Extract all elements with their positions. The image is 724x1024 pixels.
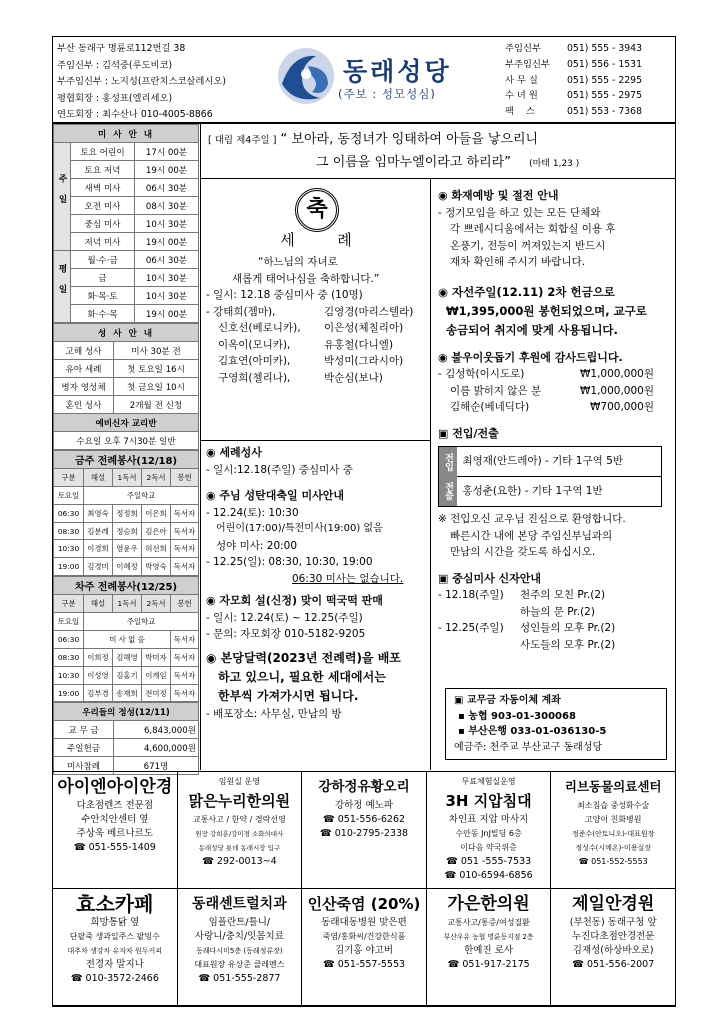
text-cell: 박영숙 bbox=[142, 558, 171, 576]
gospel-line-2: 그 이름을 임마누엘이라고 하리라” bbox=[316, 155, 511, 170]
table-row bbox=[54, 666, 199, 684]
text-cell: 김경미 bbox=[84, 558, 113, 576]
column-divider bbox=[200, 124, 201, 770]
text-cell: 정승희 bbox=[113, 522, 142, 540]
duty-head: 2독서 bbox=[142, 468, 171, 486]
text-cell: 염윤우 bbox=[113, 540, 142, 558]
contact-label: 수 녀 원 bbox=[505, 90, 538, 102]
fire-line: - 정기모임을 하고 있는 모든 단체와 bbox=[438, 206, 601, 219]
list-item bbox=[206, 320, 428, 337]
text-cell: 이다음 약국위층 bbox=[460, 843, 517, 852]
text-cell: 동래성당 롯데 동래시장 입구 bbox=[198, 844, 281, 852]
text-cell: 죽염/홍화씨/건강한식품 bbox=[322, 932, 406, 941]
offering-table bbox=[53, 702, 199, 775]
phone-text: ☎ 051 -555-7533 bbox=[445, 856, 532, 867]
contact-label: 사 무 실 bbox=[505, 74, 538, 86]
text-cell: 전미정 bbox=[142, 684, 171, 702]
text-cell: 허선희 bbox=[142, 540, 171, 558]
list-item bbox=[206, 353, 428, 370]
mass-time: 19시 00분 bbox=[135, 161, 199, 179]
pastor: 주임신부 : 김석중(루도비코) bbox=[57, 59, 173, 71]
text-cell: 강하정 예노파 bbox=[334, 800, 394, 811]
ad-box[interactable] bbox=[426, 772, 551, 889]
left-column bbox=[53, 124, 199, 775]
church-logo-icon bbox=[272, 44, 340, 108]
sacrament-time: 2개월 전 신청 bbox=[114, 396, 199, 414]
text-cell: 신호선(베로니카), bbox=[218, 322, 301, 334]
christmas-line: 성야 미사: 20:00 bbox=[216, 539, 298, 552]
bank-box bbox=[445, 688, 667, 760]
mass-name: 새벽 미사 bbox=[71, 179, 135, 197]
text-cell: ☎ 051-556-6262 bbox=[322, 814, 406, 825]
duty-head: 2독서 bbox=[142, 595, 171, 613]
text-cell: ☎ 010-2795-2338 bbox=[319, 828, 409, 839]
ad-title: 효소카페 bbox=[76, 892, 154, 916]
duty-head: 1독서 bbox=[113, 595, 142, 613]
text-cell: 구영희(첼리나), bbox=[218, 371, 291, 384]
list-item bbox=[438, 366, 674, 383]
sacrament-table bbox=[53, 323, 199, 450]
text-cell: 독서자 bbox=[171, 504, 199, 522]
donation-title: ◉ 불우이웃돕기 후원에 감사드립니다. bbox=[438, 350, 623, 364]
calendar-line: - 배포장소: 사무실, 만남의 방 bbox=[206, 707, 342, 720]
ad-title: 가은한의원 bbox=[447, 894, 530, 914]
gospel-block bbox=[208, 129, 674, 175]
prayer-title: ▣ 중심미사 신자안내 bbox=[438, 571, 542, 585]
list-item bbox=[438, 637, 674, 654]
ad-title: 아이엔아이안경 bbox=[57, 777, 173, 797]
text-cell: 06:30 bbox=[54, 630, 84, 648]
section-divider bbox=[201, 440, 430, 441]
transfer-in-text: 최영재(안드레아) - 기타 1구역 5반 bbox=[457, 447, 662, 477]
transfer-note: 만남의 시간을 갖도록 하십시오. bbox=[450, 546, 596, 558]
contact-phone: 051) 555 - 2975 bbox=[567, 90, 642, 102]
mass-time: 06시 30분 bbox=[135, 179, 199, 197]
text-cell: 이은성(체칠리아) bbox=[324, 322, 404, 334]
text-cell: 06:30 bbox=[54, 504, 84, 522]
phone-text: ☎ 010-6594-6856 bbox=[444, 870, 533, 881]
text-cell: 대추차 생강차 유자차 원두커피 bbox=[67, 947, 163, 955]
prayer-president: 연도회장 : 최수산나 010-4005-8866 bbox=[57, 109, 213, 120]
christmas-title: ◉ 주님 성탄대축일 미사안내 bbox=[206, 489, 344, 502]
charity-line: ◉ 자선주일(12.11) 2차 헌금으로 bbox=[438, 284, 615, 299]
contact-phone: 051) 556 - 1531 bbox=[567, 58, 642, 70]
text-cell: 차인표 지압 마사지 bbox=[448, 814, 529, 825]
table-row bbox=[54, 504, 199, 522]
charity-line: 송금되어 취지에 맞게 사용됩니다. bbox=[446, 322, 618, 337]
text-cell: 임플란트/틀니/ bbox=[208, 917, 271, 928]
text-cell: 누진다초점안경전문 bbox=[571, 931, 655, 942]
sunday-label: 주일 bbox=[57, 174, 67, 216]
fire-line: 온풍기, 전등이 꺼져있는지 반드시 bbox=[450, 239, 606, 252]
duty-table-next-week bbox=[53, 576, 199, 702]
duty-head: 봉헌 bbox=[171, 595, 199, 613]
mass-name: 금 bbox=[71, 269, 135, 287]
list-item bbox=[206, 337, 428, 354]
calendar-title: 한부씩 가져가시면 됩니다. bbox=[218, 688, 359, 703]
ad-box[interactable] bbox=[426, 889, 551, 1007]
offering-value: 4,600,000원 bbox=[114, 739, 199, 757]
table-row bbox=[54, 558, 199, 576]
mass-name: 화·수·목 bbox=[71, 305, 135, 323]
text-cell: 김은아 bbox=[142, 522, 171, 540]
text-cell: 천주의 모친 Pr.(2) bbox=[520, 589, 606, 601]
church-patron: (주보 : 성모성심) bbox=[338, 87, 436, 101]
mass-name: 오전 미사 bbox=[71, 197, 135, 215]
fire-line: 각 쁘레시디움에서는 회합실 이용 후 bbox=[450, 223, 616, 235]
baptism-line: 새롭게 태어나심을 축하합니다.” bbox=[232, 272, 380, 285]
header-info bbox=[57, 41, 269, 124]
sacrament-name: 병자 영성체 bbox=[54, 378, 114, 396]
mass-title: 미 사 안 내 bbox=[54, 125, 199, 143]
contact-label: 주임신부 bbox=[505, 43, 541, 54]
phone-text: ☎ 051-555-2877 bbox=[198, 973, 281, 984]
transfer-note: 빠른시간 내에 본당 주임신부님과의 bbox=[450, 529, 613, 542]
baptism-title: 세 례 bbox=[280, 231, 354, 249]
text-cell: 대표원장 유상준 클레멘스 bbox=[194, 960, 285, 969]
text-cell bbox=[438, 604, 520, 621]
phone-text: ☎ 010-3572-2466 bbox=[70, 973, 159, 984]
gospel-tag: [ 대림 제4주일 ] bbox=[208, 135, 277, 146]
text-cell: 수안치안센터 옆 bbox=[81, 814, 149, 825]
table-row bbox=[54, 630, 199, 648]
council-president: 평협회장 : 홍성표(엘리세오) bbox=[57, 92, 173, 104]
list-item bbox=[438, 399, 674, 416]
contact-label: 부주임신부 bbox=[505, 58, 550, 70]
ad-box[interactable] bbox=[551, 889, 676, 1007]
duty-title: 금주 전례봉사(12/18) bbox=[54, 451, 199, 469]
list-item bbox=[206, 304, 428, 321]
offering-title: 우리들의 정성(12/11) bbox=[54, 703, 199, 721]
table-row bbox=[54, 522, 199, 540]
transfer-table bbox=[438, 446, 662, 507]
ad-box[interactable] bbox=[302, 772, 427, 889]
list-item bbox=[438, 620, 674, 637]
gospel-line-1: “ 보아라, 동정녀가 잉태하여 아들을 낳으리니 bbox=[280, 132, 539, 147]
contact-list bbox=[505, 41, 673, 120]
text-cell: 이름 밝히지 않은 분 bbox=[450, 384, 542, 397]
charity-line: ₩1,395,000원 봉헌되었으며, 교구로 bbox=[446, 303, 647, 318]
table-row bbox=[54, 648, 199, 666]
sacrament-name: 유아 세례 bbox=[54, 360, 114, 378]
transfer-out-text: 홍성춘(요한) - 기타 1구역 1반 bbox=[462, 485, 603, 498]
offering-value: 6,843,000원 bbox=[114, 721, 199, 739]
text-cell: (부천동) 동래구청 앞 bbox=[569, 917, 657, 928]
sacrament-time: 첫 금요일 10시 bbox=[114, 378, 199, 396]
offering-label: 주일헌금 bbox=[54, 739, 114, 757]
text-cell: 이경희 bbox=[84, 540, 113, 558]
notices-middle bbox=[206, 445, 428, 722]
phone-text: ☎ 051-557-5553 bbox=[322, 959, 406, 970]
phone-text: ☎ 051-917-2175 bbox=[447, 959, 530, 970]
text-cell: ₩1,000,000원 bbox=[580, 368, 654, 380]
weekday-label: 평일 bbox=[57, 264, 67, 306]
center-divider bbox=[430, 179, 431, 770]
mass-time: 19시 00분 bbox=[135, 305, 199, 323]
ad-title: 인산죽염 (20%) bbox=[307, 895, 421, 913]
text-cell: 이계임 bbox=[142, 666, 171, 684]
text-cell: - 12.18(주일) bbox=[438, 589, 504, 601]
text-cell: 정준수(안토니오)-대표원장 bbox=[572, 830, 655, 838]
christmas-line: - 12.24(토): 10:30 bbox=[206, 506, 299, 519]
text-cell: 박성미(그라시아) bbox=[324, 355, 404, 367]
text-cell: 독서자 bbox=[171, 648, 199, 666]
bank-account: ▪ 농협 903-01-300068 bbox=[458, 710, 576, 722]
text-cell: 이희정 bbox=[84, 648, 113, 666]
ad-box[interactable] bbox=[177, 772, 302, 889]
fire-title: ◉ 화재예방 및 절전 안내 bbox=[438, 189, 559, 202]
washing-title: ◉ 세례성사 bbox=[206, 446, 262, 459]
gospel-ref: (마태 1,23 ) bbox=[529, 159, 580, 169]
offering-label: 교 무 금 bbox=[54, 721, 114, 739]
list-item bbox=[206, 370, 428, 387]
text-cell: 수안동 JnJ빌딩 6층 bbox=[455, 829, 522, 838]
duty-cell: 주일학교 bbox=[84, 613, 199, 631]
ad-title: 리브동물의료센터 bbox=[564, 779, 662, 794]
contact-label: 팩 스 bbox=[505, 106, 535, 118]
text-cell: 김부경 bbox=[84, 684, 113, 702]
text-cell: 이혜정 bbox=[113, 558, 142, 576]
text-cell: 부산우유 농협 명륜동지점 2층 bbox=[443, 933, 534, 941]
duty-head: 1독서 bbox=[113, 468, 142, 486]
text-cell: 성인들의 모후 Pr.(2) bbox=[520, 622, 616, 634]
text-cell: 김효연(아미카), bbox=[218, 355, 291, 367]
duty-time: 토요일 bbox=[54, 613, 84, 631]
duty-cell: 주일학교 bbox=[84, 486, 199, 504]
text-cell: 김기홍 야고버 bbox=[334, 945, 394, 956]
ads-grid bbox=[52, 771, 676, 1007]
text-cell: 고양이 친화병원 bbox=[584, 815, 642, 824]
transfer-out-label: 전출 bbox=[439, 477, 457, 507]
text-cell: 19:00 bbox=[54, 684, 84, 702]
middle-column bbox=[206, 184, 428, 386]
right-column bbox=[438, 188, 674, 653]
sacrament-name: 고해 성사 bbox=[54, 342, 114, 360]
text-cell: 김재성(하상바오로) bbox=[572, 945, 654, 956]
ad-title: 강하정유황오리 bbox=[318, 779, 410, 795]
text-cell: 동래대동병원 맞은편 bbox=[321, 917, 407, 928]
mass-time: 10시 30분 bbox=[135, 287, 199, 305]
phone-text: ☎ 292-0013~4 bbox=[202, 856, 277, 867]
text-cell: 독서자 bbox=[171, 522, 199, 540]
text-cell: - 김성학(이시도로) bbox=[438, 368, 525, 380]
text-cell: 08:30 bbox=[54, 648, 84, 666]
mass-name: 월·수·금 bbox=[71, 251, 135, 269]
mass-name: 토요 저녁 bbox=[71, 161, 135, 179]
text-cell: 김영경(마리스텔라) bbox=[324, 305, 414, 318]
text-cell: 08:30 bbox=[54, 522, 84, 540]
text-cell: 미 사 없 음 bbox=[84, 630, 171, 648]
mass-time: 06시 30분 bbox=[135, 251, 199, 269]
sacrament-title: 성 사 안 내 bbox=[54, 324, 199, 342]
assistant-pastor: 부주임신부 : 노지성(프란치스코살레시오) bbox=[57, 76, 226, 87]
ad-box[interactable] bbox=[551, 772, 676, 889]
text-cell: 임원실 운영 bbox=[218, 777, 260, 786]
text-cell: ₩1,000,000원 bbox=[580, 384, 654, 397]
text-cell: 교통사고 / 한약 / 경락선영 bbox=[192, 815, 286, 824]
text-cell: 김분례 bbox=[84, 522, 113, 540]
sacrament-name: 혼인 성사 bbox=[54, 396, 114, 414]
text-cell: 동래다시미5층 (동래정류장) bbox=[196, 947, 283, 955]
baptism-line: “하느님의 자녀로 bbox=[258, 256, 338, 268]
text-cell: 이성영 bbox=[84, 666, 113, 684]
contact-phone: 051) 555 - 2295 bbox=[567, 74, 642, 86]
mass-time: 17시 00분 bbox=[135, 143, 199, 161]
text-cell: 최영숙 bbox=[84, 504, 113, 522]
mass-table bbox=[53, 124, 199, 323]
text-cell: 정성수(시메온)-미용실장 bbox=[575, 844, 651, 852]
text-cell: 다초점렌즈 전문점 bbox=[76, 800, 154, 811]
ad-box[interactable] bbox=[53, 772, 178, 889]
text-cell: 무료체험실운영 bbox=[461, 777, 516, 786]
list-item bbox=[438, 383, 674, 400]
text-cell: 독서자 bbox=[171, 630, 199, 648]
transfer-in-label: 전입 bbox=[439, 447, 457, 477]
ricecake-line: - 문의: 자모회장 010-5182-9205 bbox=[206, 628, 366, 640]
address: 부산 동래구 명륜로112번길 38 bbox=[57, 43, 186, 54]
text-cell: 독서자 bbox=[171, 684, 199, 702]
attendance-label: 미사참례 bbox=[54, 757, 114, 775]
text-cell: 김해순(베네딕다) bbox=[450, 401, 530, 413]
text-cell: 김해영 bbox=[113, 648, 142, 666]
mass-time: 19시 00분 bbox=[135, 233, 199, 251]
calendar-title: 하고 있으니, 필요한 세대에서는 bbox=[218, 669, 386, 684]
text-cell: 독서자 bbox=[171, 666, 199, 684]
sacrament-time: 첫 토요일 16시 bbox=[114, 360, 199, 378]
bank-title: ▣ 교무금 자동이체 계좌 bbox=[454, 695, 561, 706]
text-cell: 독서자 bbox=[171, 558, 199, 576]
text-cell: 사랑니/충치/잇몸치료 bbox=[194, 931, 284, 942]
mass-time: 10시 30분 bbox=[135, 215, 199, 233]
phone-text: ☎ 051-555-1409 bbox=[73, 842, 156, 853]
celebrate-badge: 축 bbox=[295, 188, 339, 232]
ad-title: 3H 지압침대 bbox=[445, 792, 532, 810]
duty-head: 해설 bbox=[84, 468, 113, 486]
text-cell: 이옥이(모니카), bbox=[218, 338, 291, 351]
mass-name: 토요 어린이 bbox=[71, 143, 135, 161]
ad-title: 동래센트럴치과 bbox=[192, 896, 287, 912]
duty-head: 구분 bbox=[54, 595, 84, 613]
text-cell: 김홍기 bbox=[113, 666, 142, 684]
ad-box[interactable] bbox=[53, 889, 178, 1007]
duty-time: 토요일 bbox=[54, 486, 84, 504]
text-cell: - 강태희(젬마), bbox=[206, 305, 276, 318]
duty-head: 구분 bbox=[54, 468, 84, 486]
catechumen-text: 수요일 오후 7시30분 일반 bbox=[54, 432, 199, 450]
ad-title: 맑은누리한의원 bbox=[188, 792, 291, 810]
list-item bbox=[438, 604, 674, 621]
table-row bbox=[54, 540, 199, 558]
ricecake-title: ◉ 자모회 설(신정) 맞이 떡국떡 판매 bbox=[206, 594, 383, 607]
calendar-title: ◉ 본당달력(2023년 전례력)을 배포 bbox=[206, 650, 401, 665]
contact-row bbox=[505, 41, 673, 57]
text-cell: 사도들의 모후 Pr.(2) bbox=[520, 638, 616, 651]
phone-text: ☎ 051-556-2007 bbox=[572, 959, 655, 970]
sacrament-time: 미사 30분 전 bbox=[114, 342, 199, 360]
duty-head: 해설 bbox=[84, 595, 113, 613]
text-cell: 송재희 bbox=[113, 684, 142, 702]
fire-line: 재차 확인해 주시기 바랍니다. bbox=[450, 256, 586, 268]
text-cell: 10:30 bbox=[54, 666, 84, 684]
baptism-line: - 일시: 12.18 중심미사 중 (10명) bbox=[206, 289, 363, 301]
contact-phone: 051) 555 - 3943 bbox=[567, 43, 642, 54]
text-cell: 10:30 bbox=[54, 540, 84, 558]
text-cell: 교통사고/통증/여성질환 bbox=[447, 918, 530, 927]
contact-row bbox=[505, 104, 673, 120]
contact-row bbox=[505, 57, 673, 73]
catechumen-title: 예비신자 교리반 bbox=[54, 414, 199, 432]
mass-time: 08시 30분 bbox=[135, 197, 199, 215]
mass-time: 10시 30분 bbox=[135, 269, 199, 287]
text-cell: 이은희 bbox=[142, 504, 171, 522]
text-cell: ₩700,000원 bbox=[590, 401, 654, 413]
transfer-title: ▣ 전입/전출 bbox=[438, 426, 499, 440]
transfer-note: ※ 전입오신 교우님 진심으로 환영합니다. bbox=[438, 513, 626, 525]
gospel-divider bbox=[201, 178, 675, 179]
text-cell: 박순심(보나) bbox=[324, 371, 383, 384]
mass-name: 저녁 미사 bbox=[71, 233, 135, 251]
text-cell: - 12.25(주일) bbox=[438, 622, 504, 634]
contact-row bbox=[505, 73, 673, 89]
ad-box[interactable] bbox=[302, 889, 427, 1007]
table-row bbox=[54, 684, 199, 702]
text-cell: 단팥죽 생과일주스 팥빙수 bbox=[69, 932, 160, 941]
church-name: 동래성당 bbox=[343, 57, 452, 86]
text-cell: 독서자 bbox=[171, 540, 199, 558]
text-cell: 박미자 bbox=[142, 648, 171, 666]
text-cell: 전경자 말지나 bbox=[85, 959, 144, 970]
contact-phone: 051) 553 - 7368 bbox=[567, 106, 642, 118]
phone-text: ☎ 051-552-5553 bbox=[578, 857, 648, 866]
mass-name: 화·목·토 bbox=[71, 287, 135, 305]
text-cell: 19:00 bbox=[54, 558, 84, 576]
text-cell: 최소침습 중성화수술 bbox=[577, 801, 650, 810]
text-cell: 주상욱 베르나르도 bbox=[76, 828, 154, 839]
duty-head: 봉헌 bbox=[171, 468, 199, 486]
list-item bbox=[438, 587, 674, 604]
ad-title: 제일안경원 bbox=[572, 894, 655, 914]
bank-holder: 예금주: 천주교 부산교구 동래성당 bbox=[454, 741, 603, 753]
duty-title: 차주 전례봉사(12/25) bbox=[54, 577, 199, 595]
text-cell: 유홍철(다니엘) bbox=[324, 338, 394, 351]
text-cell: 정정희 bbox=[113, 504, 142, 522]
christmas-note: 06:30 미사는 없습니다. bbox=[292, 572, 404, 585]
ricecake-line: - 일시: 12.24(토) ~ 12.25(주일) bbox=[206, 611, 363, 624]
text-cell: 한예진 로사 bbox=[464, 945, 514, 956]
washing-text: - 일시:12.18(주일) 중심미사 중 bbox=[206, 463, 353, 476]
text-cell: 원장 강희훈/강미경 소화의대사 bbox=[195, 830, 284, 838]
contact-row bbox=[505, 88, 673, 104]
text-cell: 하늘의 문 Pr.(2) bbox=[520, 605, 595, 618]
text-cell: 희망통닭 옆 bbox=[90, 917, 140, 928]
christmas-line: - 12.25(일): 08:30, 10:30, 19:00 bbox=[206, 556, 373, 568]
mass-name: 중심 미사 bbox=[71, 215, 135, 233]
attendance-value: 671명 bbox=[114, 757, 199, 775]
christmas-line: 어린이(17:00)/특전미사(19:00) 없음 bbox=[216, 523, 383, 534]
bank-account: ▪ 부산은행 033-01-036130-5 bbox=[458, 726, 607, 737]
ad-box[interactable] bbox=[177, 889, 302, 1007]
duty-table-this-week bbox=[53, 450, 199, 576]
text-cell bbox=[438, 637, 520, 654]
